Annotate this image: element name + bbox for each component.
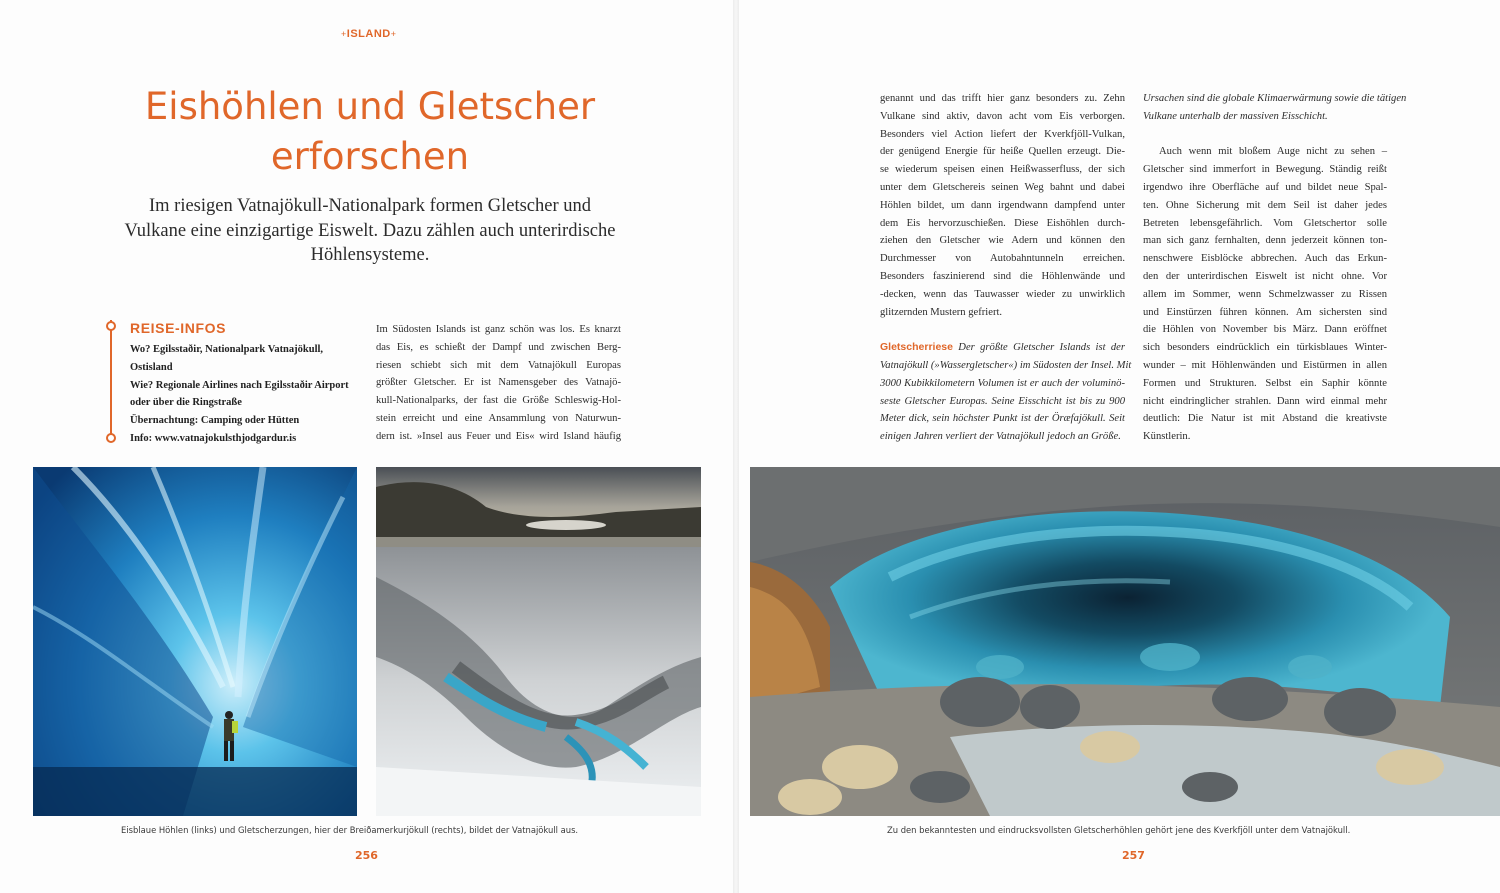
page-number-left: 256 <box>355 849 378 862</box>
sidebar-line: Vulkane unterhalb der massiven Eisschicht. <box>1143 110 1328 122</box>
sidebar-line: Ursachen sind die globale Klimaerwärmung sowie die tätigen <box>1143 93 1407 104</box>
info-item: Wie? Regionale Airlines nach Egilsstaðir Airport <box>130 379 349 391</box>
info-item: Wo? Egilsstaðir, Nationalpark Vatnajökull, <box>130 344 324 355</box>
page-number-right: 257 <box>1122 849 1145 862</box>
sidebar-line: 3000 Kubikkilometern Volumen ist er auch der voluminö- <box>880 377 1125 389</box>
title-line: erforschen <box>270 135 470 178</box>
body-line: irgendwo ihre Oberfläche auf und bildet neue Spal- <box>1143 181 1387 193</box>
body-line: stein erreicht und eine Ansammlung von Naturwun- <box>376 412 621 424</box>
info-rule <box>110 320 112 438</box>
sidebar-box-label: Gletscherriese <box>880 341 953 354</box>
body-line: dem Eis hervorzuschießen. Diese Eishöhlen durch- <box>880 217 1125 229</box>
body-line: ziehen den Gletscher wie Adern und können den <box>880 235 1125 247</box>
body-line: genannt und das trifft hier ganz besonders zu. Zehn <box>880 93 1125 104</box>
body-line: die Höhlen von November bis März. Dann eröffnet <box>1143 324 1387 336</box>
info-link[interactable]: Info: www.vatnajokulsthjodgardur.is <box>130 432 297 444</box>
page-title <box>90 82 650 182</box>
body-line: deutlich: Die Natur ist mit Abstand die kreativste <box>1143 413 1387 425</box>
body-line: Künstlerin. <box>1143 431 1191 443</box>
sidebar-box <box>880 339 1132 446</box>
lead-line: Vulkane eine einzigartige Eiswelt. Dazu zählen auch unterirdische <box>124 220 616 241</box>
body-line: Vulkane sind aktiv, davon acht vom Eis verborgen. <box>880 110 1125 122</box>
section-tag-label: ISLAND <box>346 28 391 40</box>
kverkfjoell-cave-photo <box>750 467 1500 816</box>
title-line: Eishöhlen und Gletscher <box>144 85 596 128</box>
body-line: Formen und Strukturen. Selbst ein Saphir könnte <box>1143 377 1387 389</box>
body-line: riesen schiebt sich mit dem Vatnajökull Europas <box>376 359 621 371</box>
body-line: Besonders faszinierend sind die Höhlenwände und <box>880 270 1125 282</box>
ice-cave-photo <box>33 467 357 816</box>
sidebar-line: einigen Jahren verliert der Vatnajökull jedoch an Größe. <box>880 431 1121 443</box>
body-line: nenschwere Eisblöcke abbrechen. Auch das Erkun- <box>1143 253 1387 265</box>
section-tag <box>341 28 396 40</box>
photo-caption-left: Eisblaue Höhlen (links) und Gletscherzungen, hier der Breiðamerkurjökull (rechts), bildet der Vatnajökull aus. <box>121 825 579 835</box>
info-heading: REISE-INFOS <box>130 320 227 336</box>
page-gutter <box>733 0 739 893</box>
info-marker-icon <box>106 433 116 443</box>
info-item: oder über die Ringstraße <box>130 397 242 409</box>
sidebar-line: Meter dick, sein höchster Punkt ist der Öræfajökull. Seit <box>880 413 1125 425</box>
sidebar-box-continued <box>1143 90 1407 126</box>
sparkle-icon: + <box>341 29 347 39</box>
body-column-2 <box>880 90 1132 446</box>
body-line: das Eis, es schießt der Dampf und zwischen Berg- <box>376 341 621 353</box>
body-line: Besonders viel Action liefert der Kverkfjöll-Vulkan, <box>880 128 1125 140</box>
body-line: se wiederum speisen einen Heißwasserfluss, der sich <box>880 164 1125 176</box>
lead-line: Im riesigen Vatnajökull-Nationalpark formen Gletscher und <box>149 196 591 216</box>
body-line: sich besonders eindrücklich ein türkisblaues Winter- <box>1143 342 1387 354</box>
body-line: man sich ganz fernhalten, denn jederzeit können ton- <box>1143 235 1387 247</box>
lead-paragraph <box>100 194 640 268</box>
photo-caption-right: Zu den bekanntesten und eindrucksvollsten Gletscherhöhlen gehört jene des Kverkfjöll unter dem Vatnajökull. <box>887 825 1351 835</box>
sparkle-icon: + <box>390 29 397 39</box>
body-line: Im Südosten Islands ist ganz schön was los. Es knarzt <box>376 324 621 335</box>
info-list <box>130 341 360 448</box>
body-line: größter Gletscher. Er ist Namensgeber des Vatnajö- <box>376 377 621 389</box>
body-line: Gletscher sind immerfort in Bewegung. Ständig reißt <box>1143 164 1387 176</box>
body-line: wunder – mit Höhlenwänden und Eistürmen in allen <box>1143 359 1387 371</box>
body-line: Höhlen bildet, um dann irgendwann dampfend unter <box>880 199 1125 211</box>
body-line: Betreten lebensgefährlich. Vom Gletschertor solle <box>1143 217 1387 229</box>
body-line: unter dem Gletschereis seinen Weg bahnt und dabei <box>880 181 1125 193</box>
body-column-3 <box>1143 90 1407 446</box>
body-line: der genügend Energie für heiße Quellen erzeugt. Die- <box>880 146 1125 158</box>
body-line: -decken, wenn das Tauwasser wieder zu unwirklich <box>880 288 1125 300</box>
body-column-1 <box>376 321 621 446</box>
body-line: ten. Ohne Sicherung mit dem Seil ist daher jedes <box>1143 199 1387 211</box>
body-line: Auch wenn mit bloßem Auge nicht zu sehen – <box>1159 146 1387 158</box>
sidebar-line: Der größte Gletscher Islands ist der <box>958 342 1125 354</box>
body-line: dern ist. »Insel aus Feuer und Eis« wird Island häufig <box>376 430 621 442</box>
info-item: Übernachtung: Camping oder Hütten <box>130 415 300 427</box>
glacier-tongue-photo <box>376 467 701 816</box>
info-item: Ostisland <box>130 361 173 373</box>
body-line: allem im Sommer, wenn Schmelzwasser zu Rissen <box>1143 288 1387 300</box>
info-marker-icon <box>106 321 116 331</box>
sidebar-line: Vatnajökull (»Wassergletscher«) im Südosten der Insel. Mit <box>880 359 1132 371</box>
body-line: kull-Nationalparks, der fast die Größe Schleswig-Hol- <box>376 395 621 407</box>
sidebar-line: seste Gletscher Europas. Seine Eisschicht ist bis zu 900 <box>880 395 1125 407</box>
body-line: glitzernden Mustern gefriert. <box>880 306 1003 318</box>
body-line: und Einstürzen führen können. Am sichersten sind <box>1143 306 1387 318</box>
body-line: den der unterirdischen Eiswelt ist nicht ohne. Vor <box>1143 270 1387 282</box>
body-line: Durchmesser von Autobahntunneln erreichen. <box>880 253 1125 265</box>
lead-line: Höhlensysteme. <box>310 245 430 265</box>
body-line: nicht eindringlicher strahlen. Dann wird einmal mehr <box>1143 395 1387 407</box>
